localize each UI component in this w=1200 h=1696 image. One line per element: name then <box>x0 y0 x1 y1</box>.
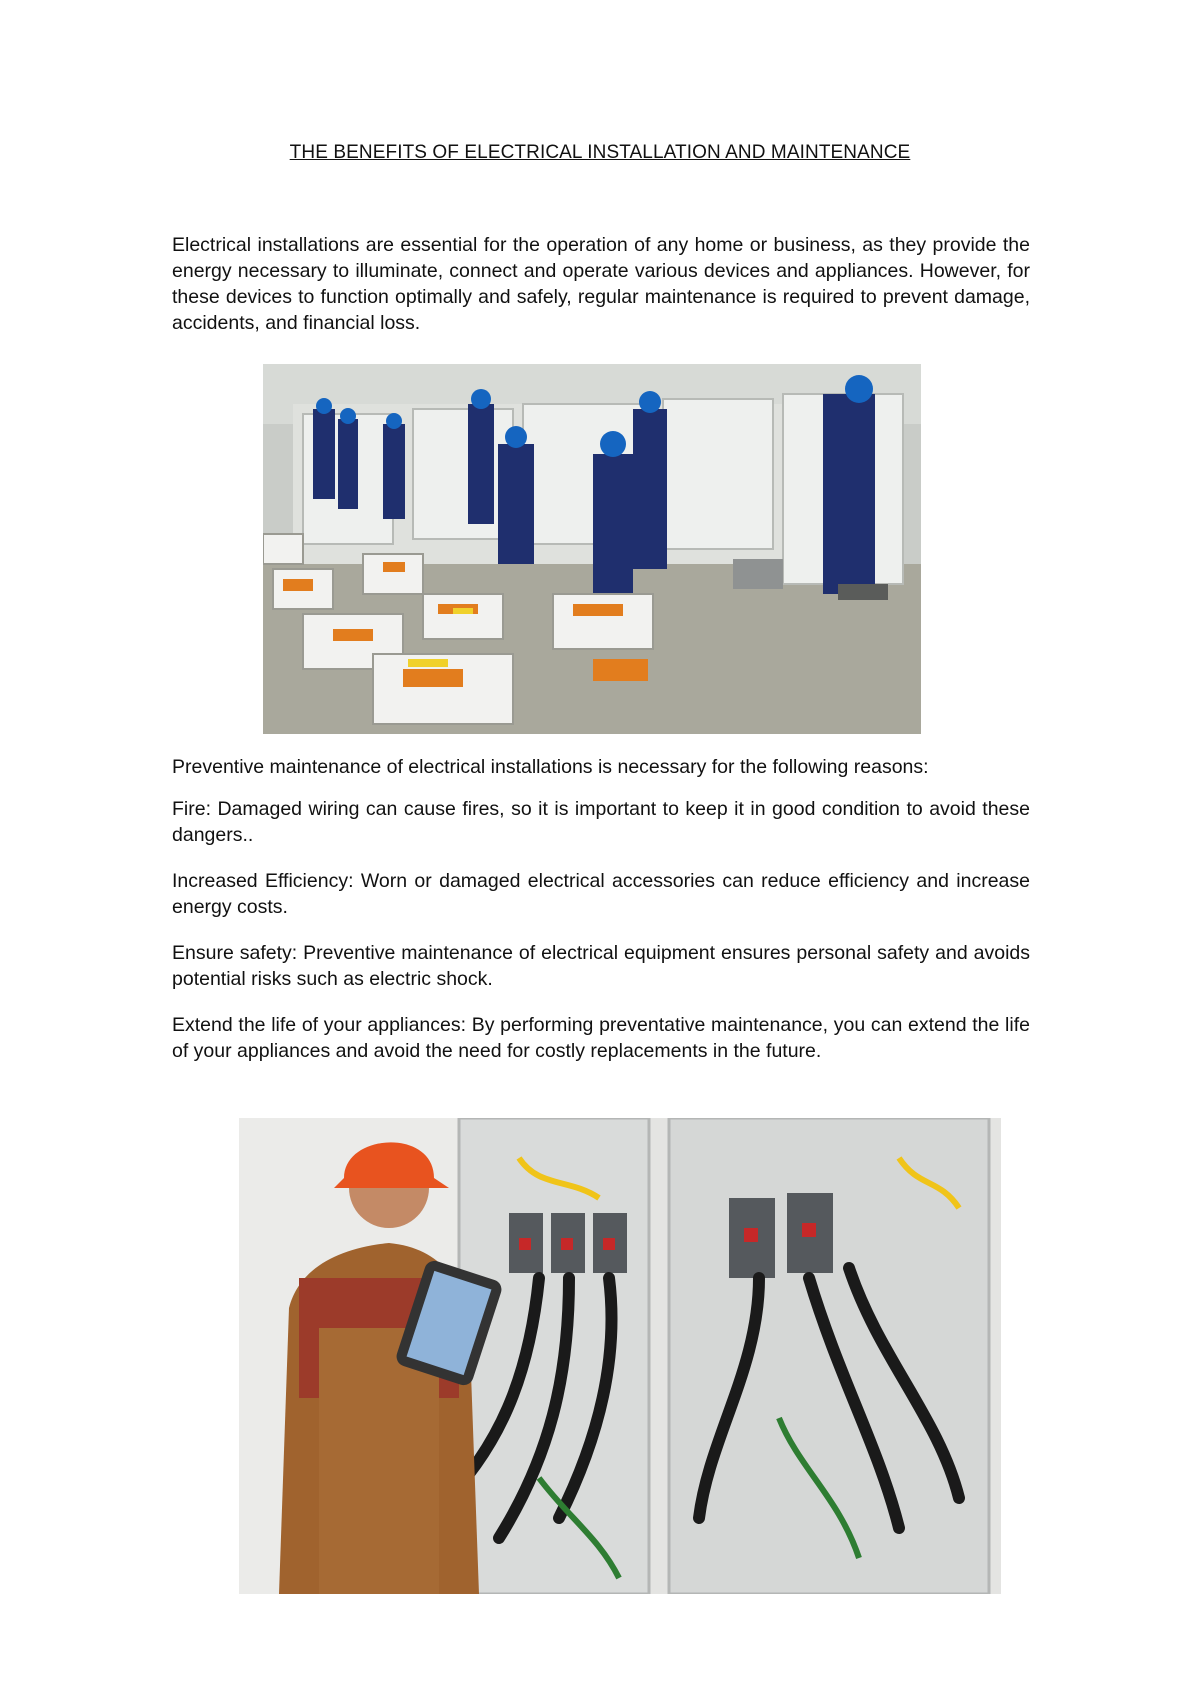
intro-paragraph: Electrical installations are essential for the operation of any home or business, as they provide the energy necessary to illuminate, connect and operate various devices and appliances. However, for these devices to function optimally and safely, regular maintenance is required to prevent damage, accidents, and financial loss. <box>172 234 1030 334</box>
reason-appliance-life: Extend the life of your appliances: By performing preventative maintenance, you can extend the life of your appliances and avoid the need for costly replacements in the future. <box>172 1014 1030 1062</box>
technician-photo <box>239 1118 1001 1594</box>
reason-safety: Ensure safety: Preventive maintenance of electrical equipment ensures personal safety and avoids potential risks such as electric shock. <box>172 942 1030 990</box>
reasons-intro: Preventive maintenance of electrical installations is necessary for the following reasons: <box>172 756 929 778</box>
reason-efficiency: Increased Efficiency: Worn or damaged electrical accessories can reduce efficiency and increase energy costs. <box>172 870 1030 918</box>
reason-fire: Fire: Damaged wiring can cause fires, so it is important to keep it in good condition to avoid these dangers.. <box>172 798 1030 846</box>
page-title: THE BENEFITS OF ELECTRICAL INSTALLATION AND MAINTENANCE <box>289 142 911 163</box>
workshop-photo <box>263 364 921 734</box>
